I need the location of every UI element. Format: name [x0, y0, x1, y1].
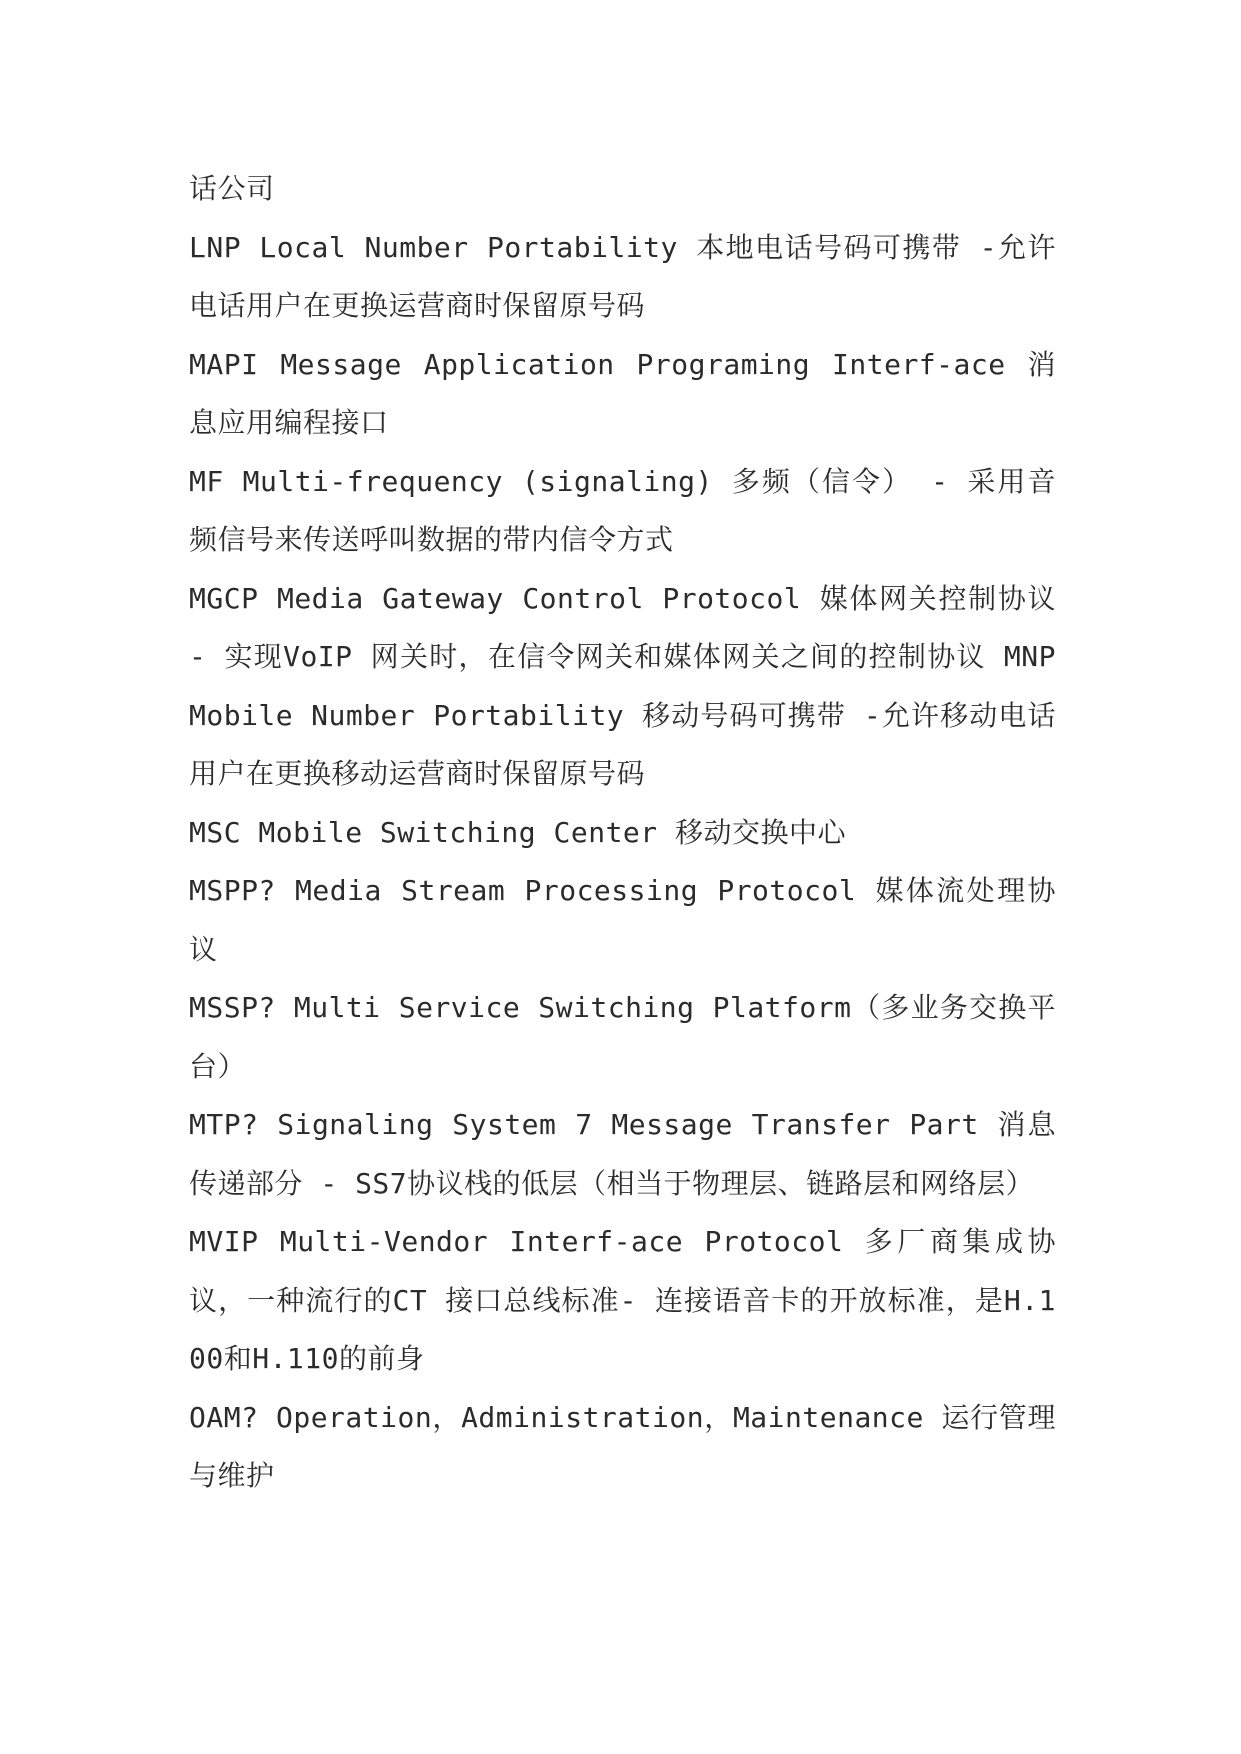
glossary-text: [189, 160, 1056, 1506]
glossary-paragraph: 话公司: [189, 172, 275, 205]
glossary-entry-mvip: MVIP Multi-Vendor Interf-ace Protocol 多厂商集成协议，一种流行的CT 接口总线标准- 连接语音卡的开放标准，是H.100和H.110的前身: [189, 1225, 1056, 1375]
glossary-entry-oam: OAM? Operation，Administration，Maintenance 运行管理与维护: [189, 1400, 1056, 1492]
glossary-entry-msc: MSC Mobile Switching Center 移动交换中心: [189, 815, 847, 849]
glossary-entry-mgcp: MGCP Media Gateway Control Protocol 媒体网关控制协议 - 实现VoIP 网关时，在信令网关和媒体网关之间的控制协议 MNP Mobile Number Portability 移动号码可携带 -允许移动电话用户在更换移动运营商时保留原号码: [189, 581, 1056, 790]
glossary-entry-mssp: MSSP? Multi Service Switching Platform（多业务交换平台）: [189, 991, 1056, 1083]
glossary-entry-mapi: MAPI Message Application Programing Interf-ace 消息应用编程接口: [189, 347, 1056, 439]
glossary-entry-mtp: MTP? Signaling System 7 Message Transfer Part 消息传递部分 - SS7协议栈的低层（相当于物理层、链路层和网络层）: [189, 1108, 1056, 1200]
glossary-entry-lnp: LNP Local Number Portability 本地电话号码可携带 -允许电话用户在更换运营商时保留原号码: [189, 230, 1056, 322]
glossary-entry-mf: MF Multi-frequency (signaling) 多频（信令） - 采用音频信号来传送呼叫数据的带内信令方式: [189, 464, 1056, 556]
glossary-entry-mspp: MSPP? Media Stream Processing Protocol 媒体流处理协议: [189, 874, 1056, 966]
